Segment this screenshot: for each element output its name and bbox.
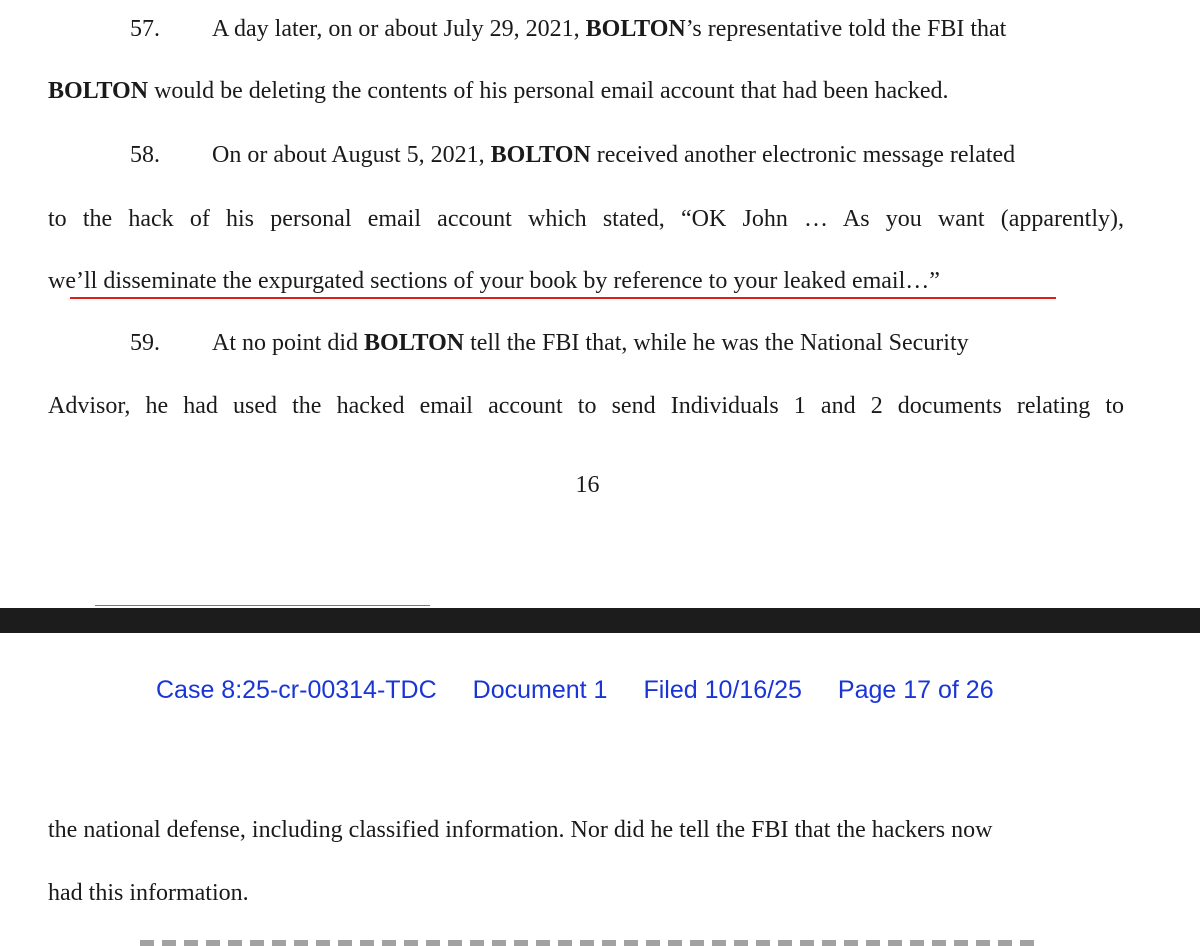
court-filing-header [156, 676, 994, 710]
p57-line2: BOLTON would be deleting the contents of his personal email account that had been hacked. [48, 78, 949, 104]
page-number: 16 [575, 472, 600, 498]
p58-line1: 58. On or about August 5, 2021, BOLTON received another electronic message related [48, 140, 1124, 170]
p58-line3-highlighted: we’ll disseminate the expurgated sections of your book by reference to your leaked email…” [48, 268, 940, 294]
cropped-text-row [140, 940, 1040, 946]
p59-line1: 59. At no point did BOLTON tell the FBI that, while he was the National Security [48, 328, 1124, 358]
filed-date: Filed 10/16/25 [643, 676, 802, 704]
next-page-line1: the national defense, including classified information. Nor did he tell the FBI that the hackers now [48, 817, 993, 843]
red-underline-annotation [70, 297, 1056, 299]
p57-line1: 57. A day later, on or about July 29, 2021, BOLTON’s representative told the FBI that [48, 14, 1124, 44]
document-number: Document 1 [472, 676, 608, 704]
page-count: Page 17 of 26 [837, 676, 994, 704]
next-page-line2: had this information. [48, 880, 249, 906]
paragraph-number: 58. [130, 142, 160, 168]
p59-line2: Advisor, he had used the hacked email account to send Individuals 1 and 2 documents relating to [48, 393, 1124, 419]
paragraph-number: 57. [130, 16, 160, 42]
p58-line2: to the hack of his personal email account which stated, “OK John … As you want (apparently), [48, 206, 1124, 232]
page-break-divider [0, 608, 1200, 633]
paragraph-number: 59. [130, 330, 160, 356]
case-number: Case 8:25-cr-00314-TDC [156, 676, 437, 704]
page-edge-rule [95, 605, 430, 606]
